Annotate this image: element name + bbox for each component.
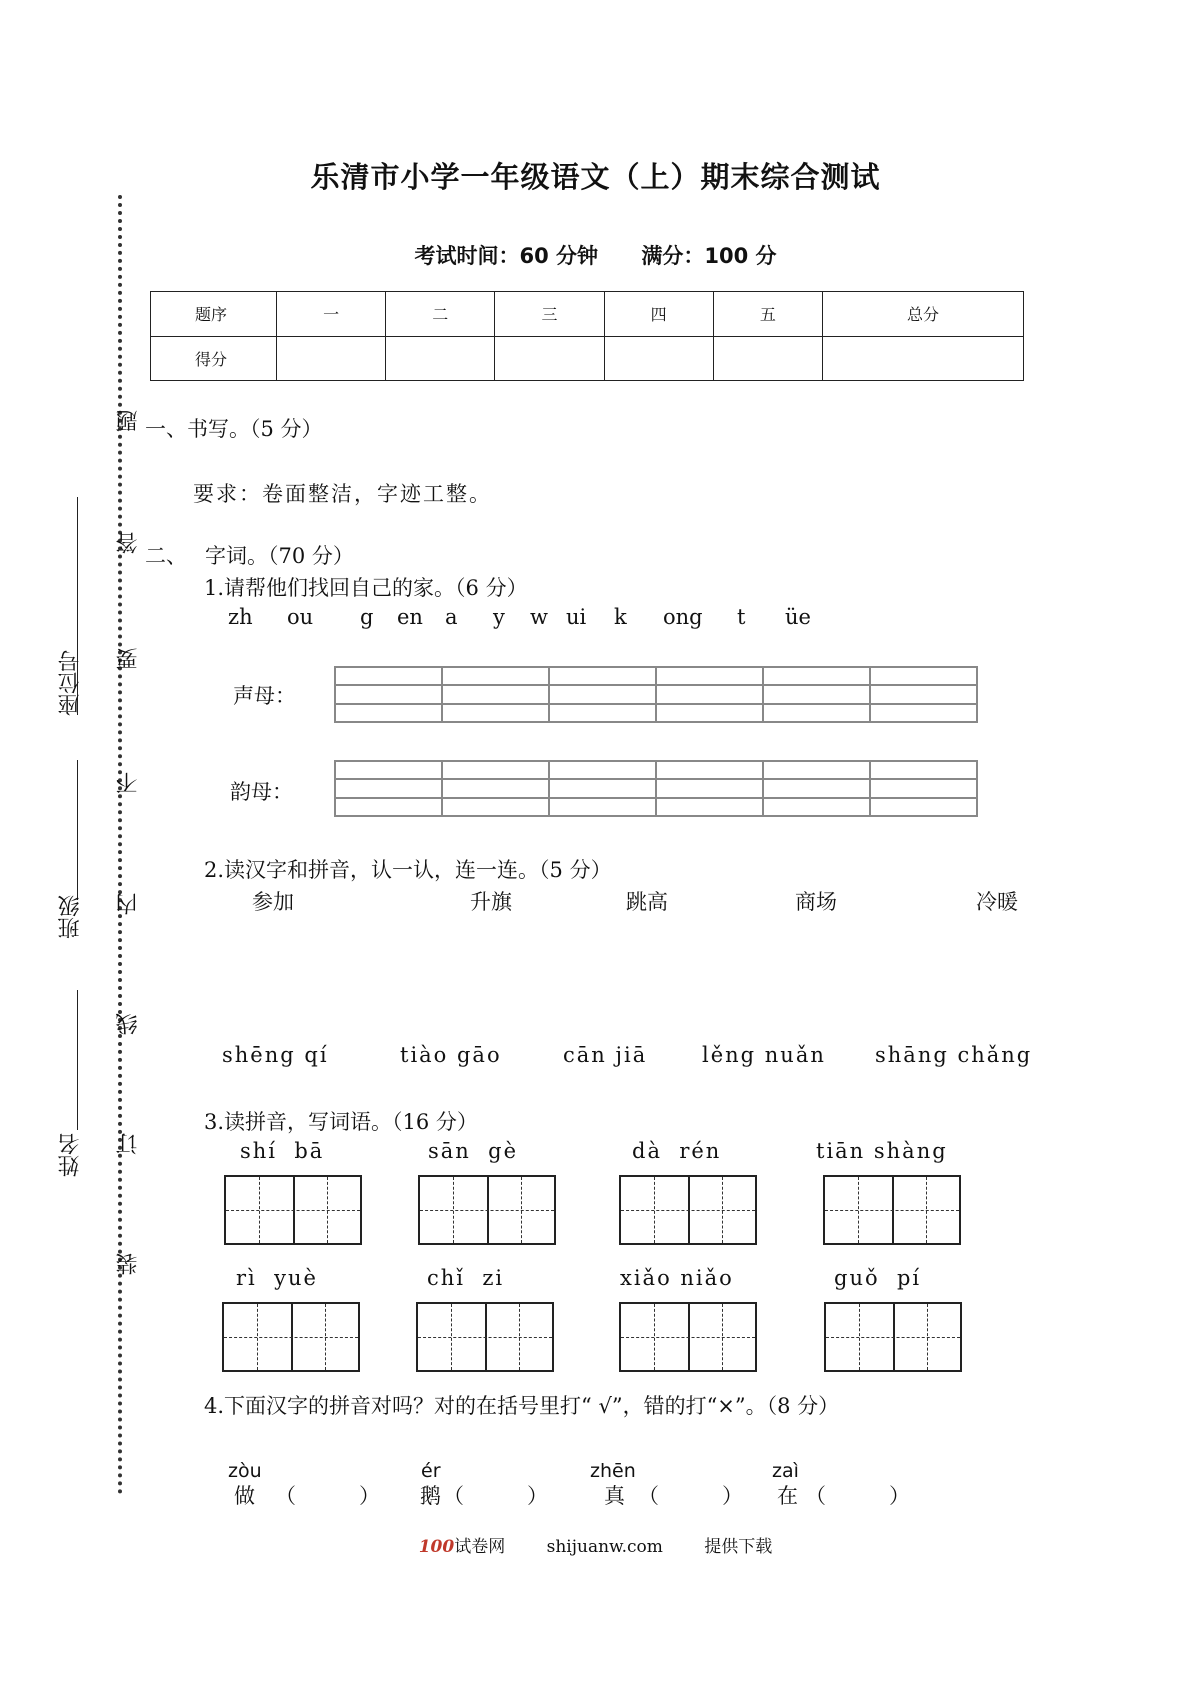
q3-pinyin: sān gè: [428, 1139, 519, 1163]
tianzi-grid[interactable]: [619, 1175, 757, 1245]
score-table-header: [151, 292, 1024, 337]
q2-title: 2.读汉字和拼音，认一认，连一连。（5 分）: [204, 858, 612, 882]
q2-word: 跳高: [626, 890, 668, 914]
syllable: ou: [287, 605, 314, 629]
margin-warning-char: 内: [116, 893, 141, 915]
binding-dotted-line: [118, 195, 122, 1495]
q2-word: 参加: [252, 890, 294, 914]
q4-char: 鹅: [420, 1484, 441, 1508]
q2-pinyin: shāng chǎng: [875, 1043, 1033, 1067]
grid-cell: [334, 760, 442, 817]
grid-cell: [762, 760, 870, 817]
syllable: ong: [663, 605, 703, 629]
margin-warning-char: 要: [116, 648, 141, 670]
syllable: y: [493, 605, 505, 629]
finals-grid[interactable]: [334, 760, 978, 817]
section1-heading: 一、书写。（5 分）: [145, 417, 323, 441]
tianzi-grid[interactable]: [619, 1302, 757, 1372]
score-header-label: 题序: [151, 292, 277, 337]
footer-logo: 100: [418, 1537, 455, 1557]
q3-pinyin: shí bā: [240, 1139, 325, 1163]
q4-char: 真: [604, 1484, 625, 1508]
grid-line: [334, 703, 978, 705]
initials-label: 声母：: [233, 684, 296, 708]
grid-cell: [762, 666, 870, 723]
syllable: a: [445, 605, 458, 629]
footer-site-name: 试卷网: [454, 1537, 506, 1557]
tianzi-grid[interactable]: [224, 1175, 362, 1245]
grid-cell: [655, 760, 763, 817]
syllable: en: [397, 605, 423, 629]
score-cell[interactable]: [277, 336, 386, 381]
score-cell[interactable]: [386, 336, 495, 381]
exam-time: 考试时间：60 分钟: [414, 244, 599, 268]
full-score: 满分：100 分: [641, 244, 777, 268]
footer-provide: 提供下载: [704, 1537, 773, 1557]
q4-answer-bracket[interactable]: （ ）: [275, 1484, 380, 1508]
q1-title: 1.请帮他们找回自己的家。（6 分）: [204, 576, 528, 600]
grid-line: [334, 778, 978, 780]
score-table-row: [151, 336, 1024, 381]
score-cell[interactable]: [713, 336, 822, 381]
seat-label: 座位号: [58, 650, 83, 716]
score-cell[interactable]: [495, 336, 604, 381]
grid-cell: [548, 760, 656, 817]
q4-answer-bracket[interactable]: （ ）: [638, 1484, 743, 1508]
name-label: 姓名: [58, 1133, 83, 1177]
q4-pinyin: zhēn: [590, 1460, 636, 1482]
score-row-label: 得分: [151, 336, 277, 381]
footer-url[interactable]: shijuanw.com: [546, 1537, 663, 1557]
q3-pinyin: chǐ zi: [427, 1266, 505, 1290]
finals-label: 韵母：: [230, 780, 293, 804]
tianzi-grid[interactable]: [824, 1302, 962, 1372]
tianzi-grid[interactable]: [418, 1175, 556, 1245]
q3-pinyin: guǒ pí: [834, 1266, 922, 1290]
score-col: 五: [713, 292, 822, 337]
footer: [0, 1532, 1191, 1557]
grid-cell: [869, 760, 978, 817]
q4-title: 4.下面汉字的拼音对吗？对的在括号里打“ √”，错的打“×”。（8 分）: [204, 1394, 840, 1418]
margin-warning-char: 订: [116, 1133, 141, 1155]
q1-syllable-row: [0, 605, 1191, 635]
q2-pinyin: shēng qí: [222, 1043, 329, 1067]
page-title: 乐清市小学一年级语文（上）期末综合测试: [310, 160, 881, 194]
q4-char: 做: [234, 1484, 255, 1508]
class-underline: [77, 760, 78, 900]
class-label: 班级: [58, 895, 83, 939]
syllable: zh: [228, 605, 253, 629]
q2-word: 升旗: [470, 890, 512, 914]
score-cell[interactable]: [604, 336, 713, 381]
syllable: k: [614, 605, 627, 629]
score-col: 总分: [822, 292, 1023, 337]
syllable: g: [360, 605, 374, 629]
score-col: 二: [386, 292, 495, 337]
q2-pinyin: tiào gāo: [400, 1043, 502, 1067]
score-col: 一: [277, 292, 386, 337]
grid-cell: [869, 666, 978, 723]
syllable: w: [530, 605, 548, 629]
initials-grid[interactable]: [334, 666, 978, 723]
q4-pinyin: zaì: [772, 1460, 799, 1482]
q3-pinyin: rì yuè: [236, 1266, 318, 1290]
score-cell[interactable]: [822, 336, 1023, 381]
syllable: ui: [566, 605, 587, 629]
q2-word: 商场: [795, 890, 837, 914]
grid-cell: [655, 666, 763, 723]
grid-cell: [441, 760, 549, 817]
tianzi-grid[interactable]: [416, 1302, 554, 1372]
tianzi-grid[interactable]: [823, 1175, 961, 1245]
margin-warning-char: 线: [116, 1013, 141, 1035]
name-underline: [77, 990, 78, 1130]
section1-requirement: 要求：卷面整洁，字迹工整。: [193, 482, 492, 506]
margin-warning-char: 不: [116, 772, 141, 794]
q3-pinyin: xiǎo niǎo: [620, 1266, 734, 1290]
grid-cell: [441, 666, 549, 723]
exam-info: [0, 240, 1191, 270]
margin-warning-char: 装: [116, 1253, 141, 1275]
q4-pinyin: ér: [421, 1460, 441, 1482]
syllable: üe: [785, 605, 811, 629]
q4-pinyin: zòu: [228, 1460, 262, 1482]
q3-pinyin: tiān shàng: [816, 1139, 948, 1163]
section2-heading-number: 二、: [145, 544, 187, 568]
section2-heading: 字词。（70 分）: [205, 544, 354, 568]
grid-cell: [548, 666, 656, 723]
q4-answer-bracket[interactable]: （ ）: [805, 1484, 910, 1508]
q4-answer-bracket[interactable]: （ ）: [443, 1484, 548, 1508]
margin-warning-char: 题: [116, 410, 141, 432]
q2-word: 冷暖: [976, 890, 1018, 914]
score-col: 四: [604, 292, 713, 337]
syllable: t: [737, 605, 746, 629]
q3-pinyin: dà rén: [632, 1139, 722, 1163]
grid-line: [334, 684, 978, 686]
q2-pinyin: lěng nuǎn: [702, 1043, 826, 1067]
tianzi-grid[interactable]: [222, 1302, 360, 1372]
margin-warning-char: 答: [116, 532, 141, 554]
q3-title: 3.读拼音，写词语。（16 分）: [204, 1110, 478, 1134]
grid-line: [334, 797, 978, 799]
score-col: 三: [495, 292, 604, 337]
q4-char: 在: [777, 1484, 798, 1508]
q2-pinyin: cān jiā: [563, 1043, 648, 1067]
score-table: [150, 291, 1024, 381]
grid-cell: [334, 666, 442, 723]
